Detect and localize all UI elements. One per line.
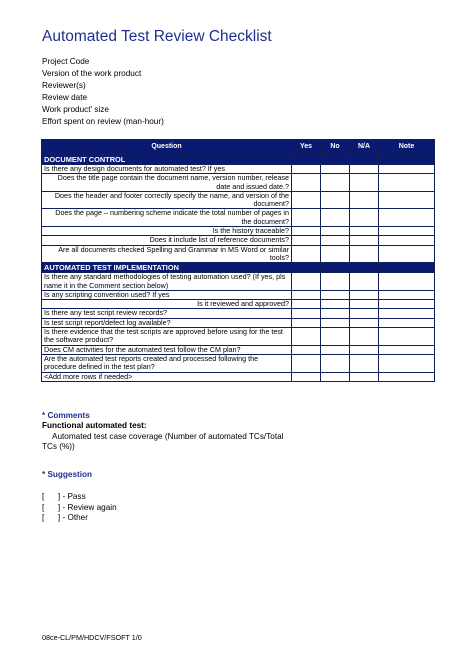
yes-cell[interactable]: [292, 290, 321, 299]
yes-cell[interactable]: [292, 300, 321, 309]
meta-version: Version of the work product: [42, 69, 142, 79]
note-cell[interactable]: [379, 318, 435, 327]
yes-cell[interactable]: [292, 174, 321, 192]
question-cell: Is there any standard methodologies of testing automation used? (If yes, pls name it in the Comment section below): [42, 273, 292, 291]
section-empty-cell: [292, 155, 321, 165]
no-cell[interactable]: [321, 309, 350, 318]
no-cell[interactable]: [321, 318, 350, 327]
yes-cell[interactable]: [292, 372, 321, 381]
na-cell[interactable]: [350, 300, 379, 309]
na-cell[interactable]: [350, 245, 379, 263]
yes-cell[interactable]: [292, 318, 321, 327]
question-cell: Is there evidence that the test scripts are approved before using for the test the software product?: [42, 328, 292, 346]
question-cell: Does it include list of reference documents?: [42, 236, 292, 245]
na-cell[interactable]: [350, 309, 379, 318]
table-row: [42, 345, 435, 354]
no-cell[interactable]: [321, 174, 350, 192]
no-cell[interactable]: [321, 354, 350, 372]
no-cell[interactable]: [321, 290, 350, 299]
no-cell[interactable]: [321, 165, 350, 174]
table-row: [42, 209, 435, 227]
question-cell: Are the automated test reports created and processed following the procedure defined in the test plan?: [42, 354, 292, 372]
section-empty-cell: [379, 263, 435, 273]
table-row: [42, 300, 435, 309]
section-title: DOCUMENT CONTROL: [42, 155, 292, 165]
suggestion-section: [42, 470, 117, 523]
no-cell[interactable]: [321, 245, 350, 263]
no-cell[interactable]: [321, 236, 350, 245]
no-cell[interactable]: [321, 273, 350, 291]
question-cell: Does the title page contain the document name, version number, release date and issued date.?: [42, 174, 292, 192]
no-cell[interactable]: [321, 191, 350, 209]
na-cell[interactable]: [350, 354, 379, 372]
note-cell[interactable]: [379, 372, 435, 381]
yes-cell[interactable]: [292, 345, 321, 354]
na-cell[interactable]: [350, 227, 379, 236]
na-cell[interactable]: [350, 345, 379, 354]
no-cell[interactable]: [321, 328, 350, 346]
no-cell[interactable]: [321, 227, 350, 236]
meta-reviewers: Reviewer(s): [42, 81, 86, 91]
question-cell: Is any scripting convention used? If yes: [42, 290, 292, 299]
col-no: No: [321, 140, 350, 155]
doc-footer: 08ce-CL/PM/HDCV/FSOFT 1/0: [42, 633, 142, 642]
page-title: Automated Test Review Checklist: [42, 28, 272, 45]
table-row: [42, 318, 435, 327]
note-cell[interactable]: [379, 300, 435, 309]
question-cell: Does the header and footer correctly specify the name, and version of the document?: [42, 191, 292, 209]
question-cell: Is there any test script review records?: [42, 309, 292, 318]
no-cell[interactable]: [321, 300, 350, 309]
no-cell[interactable]: [321, 345, 350, 354]
note-cell[interactable]: [379, 227, 435, 236]
table-row: [42, 174, 435, 192]
table-row: [42, 227, 435, 236]
table-row: [42, 273, 435, 291]
table-row: [42, 236, 435, 245]
yes-cell[interactable]: [292, 191, 321, 209]
yes-cell[interactable]: [292, 236, 321, 245]
meta-project-code: Project Code: [42, 57, 90, 66]
table-row: [42, 191, 435, 209]
no-cell[interactable]: [321, 209, 350, 227]
note-cell[interactable]: [379, 354, 435, 372]
comments-line-2: TCs (%)): [42, 441, 75, 451]
comments-subtitle: Functional automated test:: [42, 421, 147, 431]
col-note: Note: [379, 140, 435, 155]
option-review-again[interactable]: [ ] - Review again: [42, 502, 117, 512]
note-cell[interactable]: [379, 290, 435, 299]
note-cell[interactable]: [379, 236, 435, 245]
comments-label: * Comments: [42, 411, 90, 420]
section-title: AUTOMATED TEST IMPLEMENTATION: [42, 263, 292, 273]
suggestion-label: * Suggestion: [42, 470, 93, 479]
table-row: [42, 354, 435, 372]
question-cell: Does CM activities for the automated test follow the CM plan?: [42, 345, 292, 354]
table-row: [42, 309, 435, 318]
section-empty-cell: [379, 155, 435, 165]
section-empty-cell: [321, 155, 350, 165]
na-cell[interactable]: [350, 372, 379, 381]
note-cell[interactable]: [379, 345, 435, 354]
meta-effort: Effort spent on review (man-hour): [42, 117, 164, 127]
yes-cell[interactable]: [292, 227, 321, 236]
col-yes: Yes: [292, 140, 321, 155]
section-empty-cell: [292, 263, 321, 273]
option-other[interactable]: [ ] - Other: [42, 512, 88, 522]
note-cell[interactable]: [379, 309, 435, 318]
comments-line-1: Automated test case coverage (Number of automated TCs/Total: [52, 431, 284, 441]
meta-product-size: Work product' size: [42, 105, 109, 115]
checklist-table: [41, 139, 435, 382]
section-empty-cell: [350, 263, 379, 273]
project-meta: [42, 56, 164, 129]
table-row: [42, 165, 435, 174]
question-cell: <Add more rows if needed>: [42, 372, 292, 381]
note-cell[interactable]: [379, 245, 435, 263]
yes-cell[interactable]: [292, 354, 321, 372]
note-cell[interactable]: [379, 328, 435, 346]
note-cell[interactable]: [379, 191, 435, 209]
note-cell[interactable]: [379, 209, 435, 227]
yes-cell[interactable]: [292, 245, 321, 263]
question-cell: Is the history traceable?: [42, 227, 292, 236]
table-row: [42, 290, 435, 299]
note-cell[interactable]: [379, 174, 435, 192]
na-cell[interactable]: [350, 209, 379, 227]
table-row: [42, 245, 435, 263]
note-cell[interactable]: [379, 273, 435, 291]
question-cell: Is test script report/defect log available?: [42, 318, 292, 327]
comments-section: [42, 411, 284, 452]
yes-cell[interactable]: [292, 328, 321, 346]
section-header-row: [42, 263, 435, 273]
yes-cell[interactable]: [292, 273, 321, 291]
table-header-row: [42, 140, 435, 155]
section-empty-cell: [321, 263, 350, 273]
no-cell[interactable]: [321, 372, 350, 381]
section-empty-cell: [350, 155, 379, 165]
section-header-row: [42, 155, 435, 165]
meta-review-date: Review date: [42, 93, 88, 103]
table-row: [42, 372, 435, 381]
yes-cell[interactable]: [292, 309, 321, 318]
col-question: Question: [42, 140, 292, 155]
na-cell[interactable]: [350, 318, 379, 327]
na-cell[interactable]: [350, 328, 379, 346]
na-cell[interactable]: [350, 165, 379, 174]
note-cell[interactable]: [379, 165, 435, 174]
yes-cell[interactable]: [292, 209, 321, 227]
question-cell: Does the page – numbering scheme indicate the total number of pages in the document?: [42, 209, 292, 227]
na-cell[interactable]: [350, 174, 379, 192]
question-cell: Is it reviewed and approved?: [42, 300, 292, 309]
na-cell[interactable]: [350, 290, 379, 299]
question-cell: Is there any design documents for automated test? If yes: [42, 165, 292, 174]
col-na: N/A: [350, 140, 379, 155]
yes-cell[interactable]: [292, 165, 321, 174]
question-cell: Are all documents checked Spelling and Grammar in MS Word or similar tools?: [42, 245, 292, 263]
table-row: [42, 328, 435, 346]
na-cell[interactable]: [350, 191, 379, 209]
option-pass[interactable]: [ ] - Pass: [42, 492, 86, 502]
na-cell[interactable]: [350, 236, 379, 245]
na-cell[interactable]: [350, 273, 379, 291]
